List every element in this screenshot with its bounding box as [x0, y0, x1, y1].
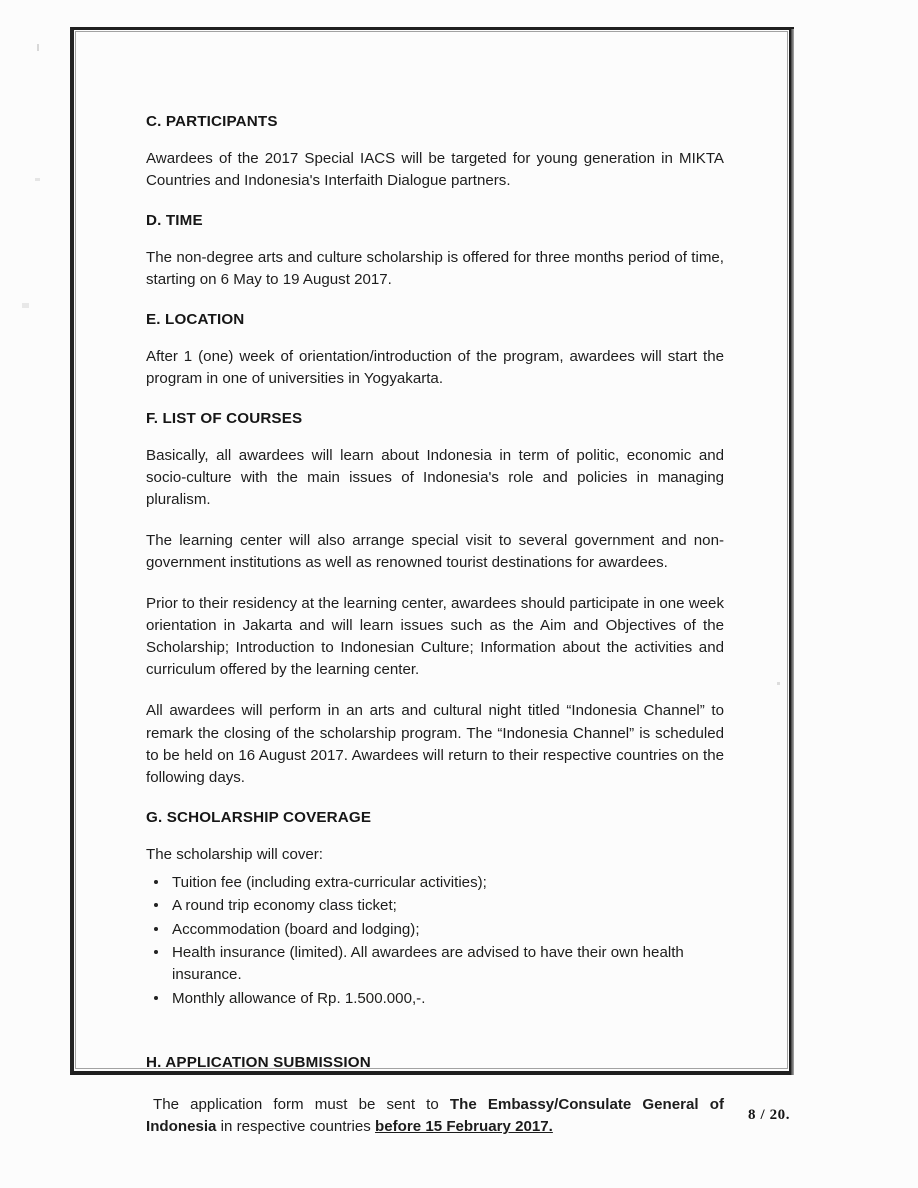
paragraph-time: The non-degree arts and culture scholarship is offered for three months period of time, starting on 6 May to 19 August 2017. [146, 249, 724, 289]
section-heading-scholarship-coverage: G. SCHOLARSHIP COVERAGE [146, 808, 372, 826]
page-number: 8 / 20. [748, 1107, 791, 1123]
paragraph-courses-orientation: Prior to their residency at the learning center, awardees should participate in one week orientation in Jakarta and will learn issues such as the Aim and Objectives of the Scholarship; Introduction to Indonesian Culture; Information about the activities and curriculum offered by the learning center. [146, 595, 724, 679]
scan-speck [22, 303, 29, 308]
page-border-right-shadow [791, 29, 794, 1075]
paragraph-courses-basics: Basically, all awardees will learn about Indonesia in term of politic, economic and socio-culture with the main issues of Indonesia's role and policies in managing pluralism. [146, 447, 724, 509]
paragraph-courses-visits: The learning center will also arrange special visit to several government and non-government institutions as well as renowned tourist destinations for awardees. [146, 532, 724, 572]
section-heading-list-of-courses: F. LIST OF COURSES [146, 410, 303, 428]
document-body [146, 112, 724, 1157]
list-item-label: Health insurance (limited). All awardees are advised to have their own health insurance. [172, 944, 684, 983]
bullet-icon [154, 880, 158, 884]
paragraph-coverage-intro: The scholarship will cover: [146, 845, 323, 863]
list-item [146, 988, 724, 1010]
section-heading-application-submission: H. APPLICATION SUBMISSION [146, 1054, 371, 1072]
submission-lead-text: The application form must be sent to [153, 1096, 450, 1114]
paragraph-participants: Awardees of the 2017 Special IACS will be targeted for young generation in MIKTA Countries and Indonesia's Interfaith Dialogue partners. [146, 150, 724, 190]
bullet-icon [154, 950, 158, 954]
list-item [146, 919, 724, 941]
submission-middle-text: in respective countries [216, 1118, 376, 1136]
list-item [146, 895, 724, 917]
section-heading-participants: C. PARTICIPANTS [146, 113, 278, 130]
submission-recipient-text: The Embassy/Consulate General of Indonesia [146, 1096, 724, 1136]
scan-speck [35, 178, 40, 181]
bullet-icon [154, 996, 158, 1000]
paragraph-location: After 1 (one) week of orientation/introduction of the program, awardees will start the program in one of universities in Yogyakarta. [146, 348, 724, 388]
list-item-label: Monthly allowance of Rp. 1.500.000,-. [172, 989, 426, 1007]
bullet-icon [154, 927, 158, 931]
submission-deadline-text: before 15 February 2017. [375, 1118, 553, 1136]
scan-speck [37, 44, 39, 51]
section-heading-location: E. LOCATION [146, 311, 245, 329]
list-item-label: Accommodation (board and lodging); [172, 920, 420, 938]
paragraph-application-submission [146, 1094, 724, 1138]
bullet-icon [154, 903, 158, 907]
list-item-label: Tuition fee (including extra-curricular activities); [172, 873, 487, 891]
paragraph-courses-indonesia-channel: All awardees will perform in an arts and cultural night titled “Indonesia Channel” to remark the closing of the scholarship program. The “Indonesia Channel” is scheduled to be held on 16 August 2017. Awardees will return to their respective countries on the following days. [146, 702, 724, 786]
list-item [146, 872, 724, 894]
list-item [146, 942, 724, 985]
section-heading-time: D. TIME [146, 212, 203, 230]
list-item-label: A round trip economy class ticket; [172, 897, 397, 915]
scholarship-coverage-list [146, 872, 724, 1009]
